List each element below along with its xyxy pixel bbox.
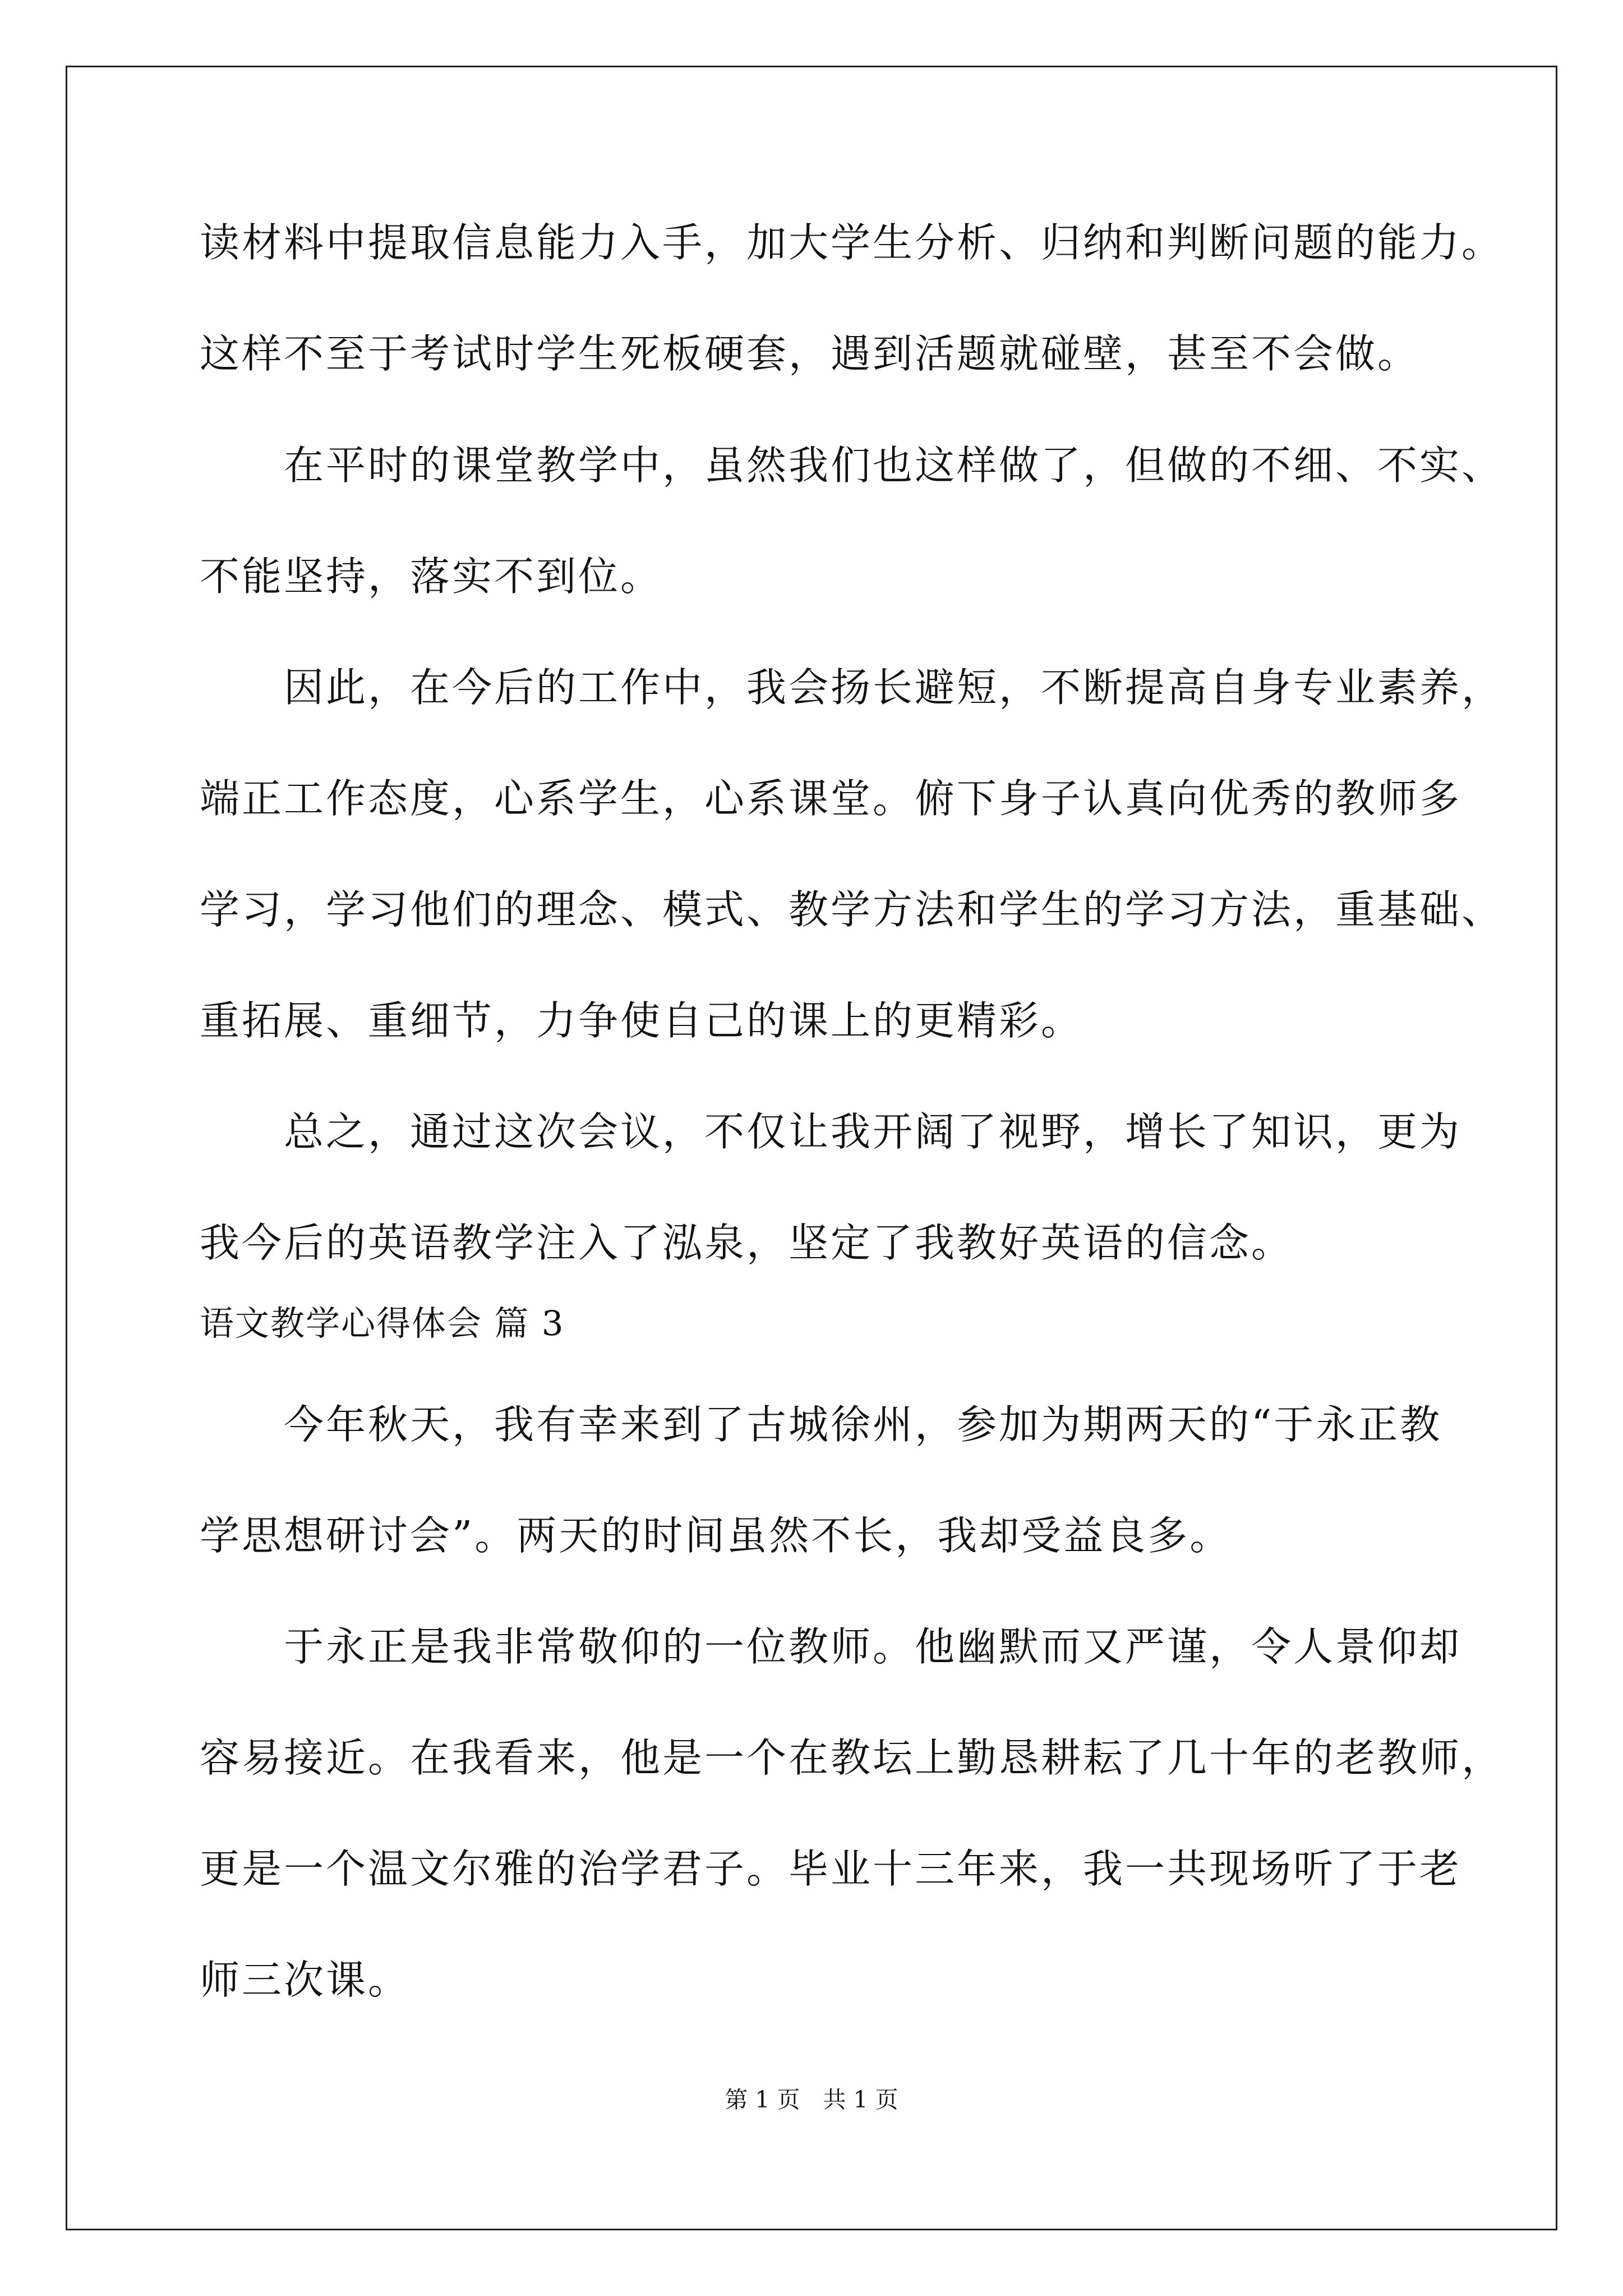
text-line: 于永正是我非常敬仰的一位教师。他幽默而又严谨，令人景仰却 [200,1623,1462,1670]
text-line: 容易接近。在我看来，他是一个在教坛上勤恳耕耘了几十年的老教师， [200,1734,1504,1781]
text-line: 这样不至于考试时学生死板硬套，遇到活题就碰壁，甚至不会做。 [200,330,1420,377]
text-line: 今年秋天，我有幸来到了古城徐州，参加为期两天的“于永正教 [200,1401,1442,1448]
section-heading: 语文教学心得体会 篇 3 [200,1304,565,1343]
text-line: 因此，在今后的工作中，我会扬长避短，不断提高自身专业素养， [200,664,1504,711]
text-line: 更是一个温文尔雅的治学君子。毕业十三年来，我一共现场听了于老 [200,1846,1462,1892]
text-line: 学习，学习他们的理念、模式、教学方法和学生的学习方法，重基础、 [200,886,1504,933]
text-line: 在平时的课堂教学中，虽然我们也这样做了，但做的不细、不实、 [200,442,1504,489]
text-line: 端正工作态度，心系学生，心系课堂。俯下身子认真向优秀的教师多 [200,775,1462,822]
text-line: 总之，通过这次会议，不仅让我开阔了视野，增长了知识，更为 [200,1108,1462,1155]
text-line: 不能坚持，落实不到位。 [200,553,663,600]
page-footer: 第 1 页 共 1 页 [725,2086,898,2113]
text-line: 重拓展、重细节，力争使自己的课上的更精彩。 [200,997,1083,1044]
text-line: 师三次课。 [200,1957,411,2003]
text-line: 我今后的英语教学注入了泓泉，坚定了我教好英语的信念。 [200,1220,1294,1266]
text-line: 读材料中提取信息能力入手，加大学生分析、归纳和判断问题的能力。 [200,219,1504,266]
text-line: 学思想研讨会”。两天的时间虽然不长，我却受益良多。 [200,1512,1232,1559]
